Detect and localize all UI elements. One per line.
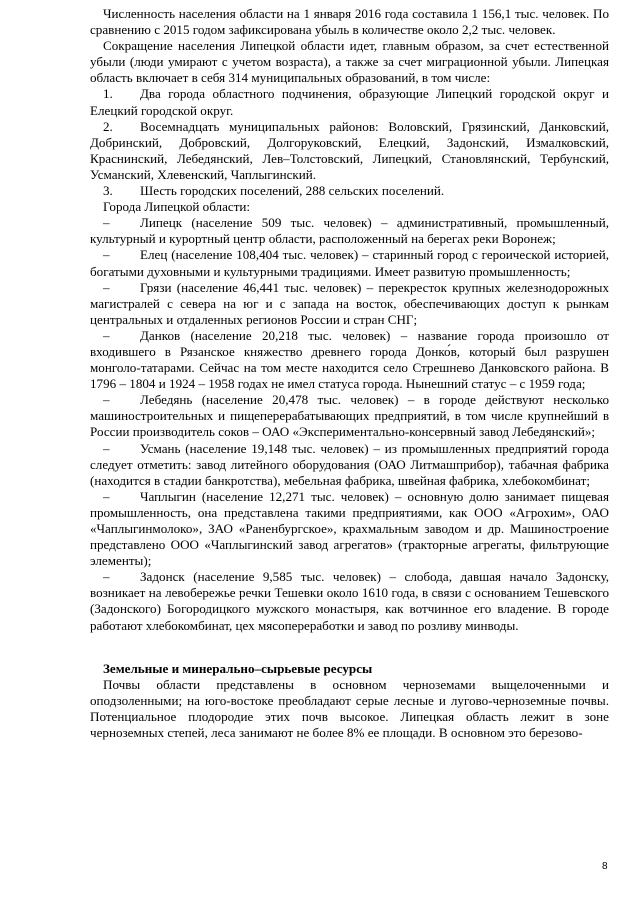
page-content <box>90 6 609 741</box>
numbered-marker: 1. <box>103 86 113 102</box>
city-text: Данков (население 20,218 тыс. человек) – название города произошло от входившего в Рязанское княжество древнего города Донко́в, который был разрушен монголо-татарами. Сейчас на том месте находится село Стрешнево Данковского района. В 1796 – 1804 и 1924 – 1958 годах не имел статуса города. Нынешний статус – с 1959 года; <box>90 327 609 392</box>
dash-marker: – <box>103 327 110 343</box>
dash-marker: – <box>103 440 110 456</box>
numbered-item-2 <box>90 119 609 183</box>
city-item-chaplygin <box>90 489 609 569</box>
city-item-lebedyan <box>90 392 609 440</box>
dash-marker: – <box>103 392 110 408</box>
city-text: Грязи (население 46,441 тыс. человек) – перекресток крупных железнодорожных магистралей с севера на юг и с запада на восток, обеспечивающих доступ к рынкам центральных и отдаленных регионов России и стран СНГ; <box>90 279 609 327</box>
city-item-gryazi <box>90 280 609 328</box>
dash-marker: – <box>103 279 110 295</box>
dash-marker: – <box>103 247 110 263</box>
numbered-text: Два города областного подчинения, образующие Липецкий городской округ и Елецкий городской округ. <box>90 86 609 118</box>
cities-intro: Города Липецкой области: <box>103 199 251 215</box>
numbered-text: Восемнадцать муниципальных районов: Воловский, Грязинский, Данковский, Добринский, Добровский, Долгоруковский, Елецкий, Задонский, Измалковский, Краснинский, Лебедянский, Лев–Толстовский, Липецкий, Становлянский, Тербунский, Усманский, Хлевенский, Чаплыгинский. <box>90 118 609 182</box>
numbered-marker: 3. <box>103 183 113 199</box>
city-item-elets <box>90 247 609 279</box>
city-text: Елец (население 108,404 тыс. человек) – старинный город с героической историей, богатыми духовными и культурными традициями. Имеет развитую промышленность; <box>90 247 609 279</box>
city-text: Задонск (население 9,585 тыс. человек) – слобода, давшая начало Задонску, возникает на левобережье речки Тешевки около 1610 года, в связи с основанием Тешевского (Задонского) Богородицкого мужского монастыря, как вотчинное его владение. В городе работают хлебокомбинат, цех мясопереработки и завод по розливу минводы. <box>90 569 609 633</box>
numbered-marker: 2. <box>103 118 113 134</box>
city-text: Усмань (население 19,148 тыс. человек) – из промышленных предприятий города следует отметить: завод литейного оборудования (ОАО Литмашприбор), табачная фабрика (находится в стадии банкротства), мебельная фабрика, швейная фабрика, хлебокомбинат; <box>90 440 609 488</box>
dash-marker: – <box>103 488 110 504</box>
section-heading: Земельные и минерально–сырьевые ресурсы <box>103 660 373 676</box>
city-item-lipetsk <box>90 215 609 247</box>
paragraph-decline: Сокращение населения Липецкой области идет, главным образом, за счет естественной убыли (люди умирают с учетом возраста), а также за счет миграционной убыли. Липецкая область включает в себя 314 муниципальных образований, в том числе: <box>90 38 609 86</box>
dash-marker: – <box>103 215 110 231</box>
numbered-text: Шесть городских поселений, 288 сельских поселений. <box>140 183 445 199</box>
city-text: Лебедянь (население 20,478 тыс. человек) – в городе действуют несколько машиностроительных и пищеперерабатывающих предприятий, в том числе крупнейший в России производитель соков – ОАО «Экспериментально-консервный завод Лебедянский»; <box>90 392 609 440</box>
paragraph-population: Численность населения области на 1 января 2016 года составила 1 156,1 тыс. человек. По сравнению с 2015 годом зафиксирована убыль в количестве около 2,2 тыс. человек. <box>90 6 609 38</box>
city-item-usman <box>90 441 609 489</box>
dash-marker: – <box>103 569 110 585</box>
city-item-zadonsk <box>90 569 609 633</box>
paragraph-soils: Почвы области представлены в основном черноземами выщелоченными и оподзоленными; на юго-востоке преобладают серые лесные и лугово-черноземные почвы. Потенциальное плодородие этих почв высокое. Липецкая область лежит в зоне черноземных степей, леса занимают не более 8% ее площади. В основном это березово- <box>90 676 609 741</box>
city-item-dankov <box>90 328 609 392</box>
city-text: Чаплыгин (население 12,271 тыс. человек) – основную долю занимает пищевая промышленность, она представлена такими предприятиями, как ООО «Агрохим», ОАО «Чаплыгинмолоко», ЗАО «Раненбургское», крахмальным заводом и др. Машиностроение представлено ООО «Чаплыгинский завод агрегатов» (тракторные агрегаты, фильтрующие элементы); <box>90 488 609 569</box>
city-text: Липецк (население 509 тыс. человек) – административный, промышленный, культурный и курортный центр области, расположенный на берегах реки Воронеж; <box>90 215 609 247</box>
page-number: 8 <box>602 861 608 872</box>
numbered-item-3 <box>90 183 609 199</box>
numbered-item-1 <box>90 86 609 118</box>
